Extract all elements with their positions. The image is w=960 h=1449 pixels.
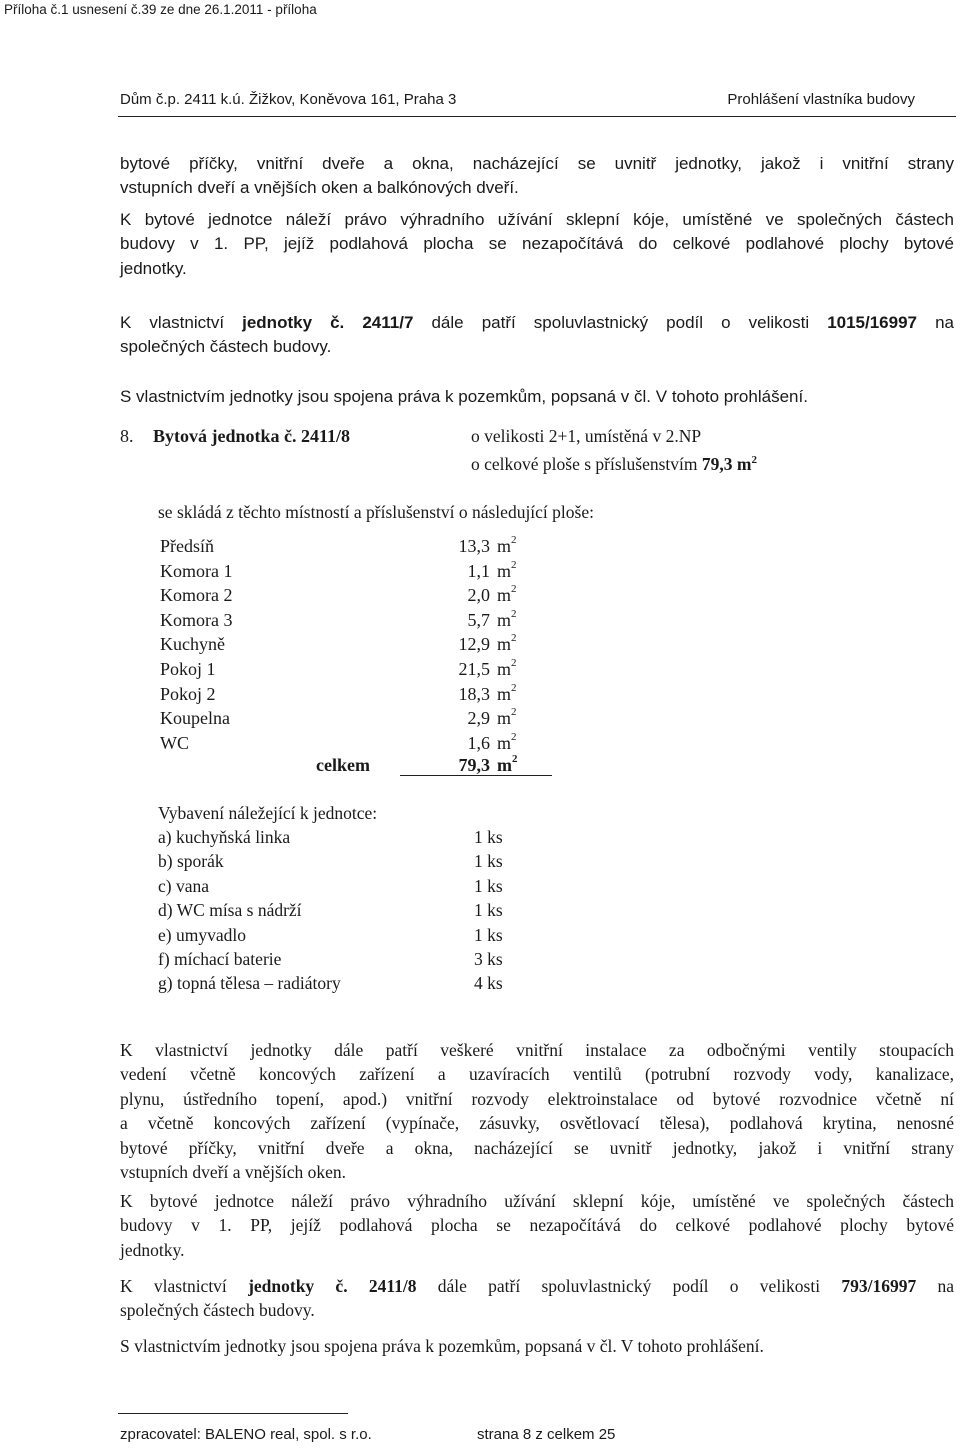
outro-paragraph-3 — [120, 1274, 954, 1323]
room-name: Koupelna — [160, 708, 230, 729]
equipment-quantity: 1 ks — [474, 827, 503, 847]
text-line: K vlastnictví jednotky č. 2411/8 dále patří spoluvlastnický podíl o velikosti 793/16997 na — [120, 1276, 954, 1296]
room-unit: $m^2$ — [497, 632, 517, 655]
equipment-quantity: 4 ks — [474, 973, 503, 994]
equipment-item: g) topná tělesa – radiátory — [158, 973, 341, 994]
text-line: vedení včetně koncových zařízení a uzavíracích ventilů (potrubní rozvody vody, kanalizace, — [120, 1064, 954, 1085]
equipment-quantity: 1 ks — [474, 875, 503, 896]
text-line: K bytové jednotce náleží právo výhradního užívání sklepní kóje, umístěné ve společných částech — [120, 1191, 954, 1211]
text-line: K vlastnictví jednotky dále patří veškeré vnitřní instalace za odbočnými ventily stoupacích — [120, 1040, 954, 1060]
room-area: 18,3 — [458, 683, 490, 704]
text-line: K bytové jednotce náleží právo výhradního užívání sklepní kóje, umístěné ve společných částech — [120, 210, 954, 229]
outro-paragraph-4 — [120, 1334, 954, 1358]
unit-number: 8. — [120, 426, 134, 446]
room-area: 21,5 — [458, 659, 490, 679]
outro-paragraph-1 — [120, 1038, 954, 1184]
text-line: společných částech budovy. — [120, 337, 332, 357]
text-line: vstupních dveří a vnějších oken a balkónových dveří. — [120, 178, 519, 198]
equipment-quantity: 3 ks — [474, 949, 503, 969]
room-unit: $m^2$ — [497, 706, 517, 729]
outro-paragraph-2 — [120, 1189, 954, 1262]
footer-page-number: strana 8 z celkem 25 — [477, 1426, 616, 1443]
header-rule — [118, 116, 956, 117]
text-line: společných částech budovy. — [120, 1300, 315, 1321]
room-unit: $m^2$ — [497, 558, 517, 581]
text-line: budovy v 1. PP, jejíž podlahová plocha se nezapočítává do celkové podlahové plochy bytové — [120, 1215, 954, 1236]
text-line: K vlastnictví jednotky č. 2411/7 dále patří spoluvlastnický podíl o velikosti 1015/16997 na — [120, 313, 954, 332]
equipment-title: Vybavení náležející k jednotce: — [158, 803, 378, 823]
intro-paragraph-4 — [120, 385, 954, 409]
equipment-item: b) sporák — [158, 851, 224, 872]
attachment-note: Příloha č.1 usnesení č.39 ze dne 26.1.2011 - příloha — [4, 2, 317, 17]
text-line: S vlastnictvím jednotky jsou spojena práva k pozemkům, popsaná v čl. V tohoto prohlášení. — [120, 387, 808, 406]
header-doc-title: Prohlášení vlastníka budovy — [727, 91, 915, 108]
text-line: bytové příčky, vnitřní dveře a okna, nacházející se uvnitř jednotky, jakož i vnitřní strany — [120, 154, 954, 173]
equipment-item: c) vana — [158, 875, 210, 896]
room-unit: $m^2$ — [497, 534, 517, 556]
room-name: Komora 3 — [160, 609, 233, 630]
total-unit: $m^2$ — [497, 753, 518, 775]
equipment-item: e) umyvadlo — [158, 924, 246, 945]
room-area: 1,6 — [467, 732, 490, 753]
equipment-item: d) WC mísa s nádrží — [158, 900, 302, 921]
room-area: 5,7 — [467, 609, 490, 630]
room-unit: $m^2$ — [497, 657, 517, 679]
text-line: S vlastnictvím jednotky jsou spojena práva k pozemkům, popsaná v čl. V tohoto prohlášení. — [120, 1336, 764, 1356]
equipment-quantity: 1 ks — [474, 924, 503, 945]
room-unit: $m^2$ — [497, 583, 517, 606]
text-line: vstupních dveří a vnějších oken. — [120, 1162, 346, 1183]
room-unit: $m^2$ — [497, 607, 517, 630]
text-line: budovy v 1. PP, jejíž podlahová plocha se nezapočítává do celkové podlahové plochy bytové — [120, 234, 954, 254]
room-name: Komora 2 — [160, 585, 233, 606]
room-name: Pokoj 1 — [160, 659, 216, 679]
equipment-item: f) míchací baterie — [158, 949, 282, 969]
total-label: celkem — [316, 755, 370, 775]
intro-paragraph-2 — [120, 208, 954, 281]
room-name: WC — [160, 732, 189, 753]
text-line: jednotky. — [120, 1239, 185, 1260]
text-line: plynu, ústředního topení, apod.) vnitřní rozvody elektroinstalace od bytové rozvodnice včetně ní — [120, 1088, 954, 1109]
room-area: 12,9 — [458, 634, 490, 655]
unit-size: o velikosti 2+1, umístěná v 2.NP — [471, 426, 702, 446]
footer-rule — [118, 1413, 348, 1414]
equipment-quantity: 1 ks — [474, 851, 503, 872]
footer-processor: zpracovatel: BALENO real, spol. s r.o. — [120, 1426, 372, 1443]
intro-paragraph-1 — [120, 152, 954, 201]
room-unit: $m^2$ — [497, 681, 517, 704]
equipment-item: a) kuchyňská linka — [158, 827, 291, 847]
room-name: Komora 1 — [160, 560, 233, 581]
text-line: a včetně koncových zařízení (vypínače, zásuvky, osvětlovací tělesa), podlahová krytina, nenosné — [120, 1113, 954, 1134]
text-line: bytové příčky, vnitřní dveře a okna, nacházející se uvnitř jednotky, jakož i vnitřní strany — [120, 1137, 954, 1158]
room-area: 2,0 — [467, 585, 490, 606]
room-area: 13,3 — [458, 536, 490, 556]
room-name: Pokoj 2 — [160, 683, 216, 704]
room-name: Kuchyně — [160, 634, 225, 655]
intro-paragraph-3 — [120, 311, 954, 360]
text-line: jednotky. — [120, 258, 187, 278]
room-unit: $m^2$ — [497, 730, 517, 753]
equipment-quantity: 1 ks — [474, 900, 503, 921]
composition-intro: se skládá z těchto místností a příslušenství o následující ploše: — [158, 502, 594, 522]
room-area: 1,1 — [467, 560, 490, 581]
room-name: Předsíň — [160, 536, 214, 556]
unit-total-area: o celkové ploše s příslušenstvím 79,3 $m^2$ — [471, 454, 757, 474]
header-address: Dům č.p. 2411 k.ú. Žižkov, Koněvova 161, Praha 3 — [120, 91, 457, 108]
room-area: 2,9 — [467, 708, 490, 729]
total-value: 79,3 — [458, 755, 490, 775]
unit-title: Bytová jednotka č. 2411/8 — [153, 426, 351, 446]
